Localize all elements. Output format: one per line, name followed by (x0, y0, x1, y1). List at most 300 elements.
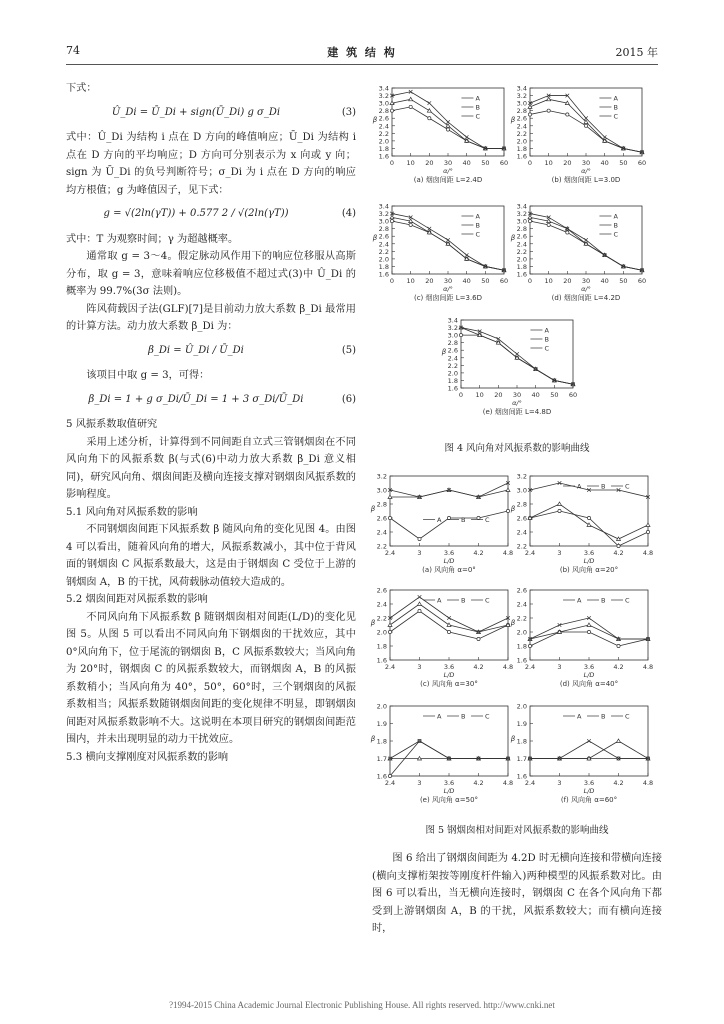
data-point (587, 516, 590, 519)
data-point (388, 774, 391, 777)
x-tick-label: 4.8 (642, 549, 654, 557)
y-axis-label: β (510, 116, 516, 124)
x-tick-label: 3 (557, 779, 562, 787)
x-tick-label: 10 (544, 277, 553, 285)
x-tick-label: 60 (637, 159, 647, 167)
x-tick-label: 30 (581, 277, 591, 285)
y-tick-label: 2.2 (516, 247, 527, 256)
legend-label: C (613, 230, 618, 239)
chart-subtitle: (f) 风向角 α=60° (560, 796, 618, 804)
paragraph: 不同钢烟囱间距下风振系数 β 随风向角的变化见图 4。由图 4 可以看出，随着风向角的增大，风振系数减小，其中位于背风面的钢烟囱 C 风振系数最大，这是由于钢烟囱 C 受位于上游的钢烟囱 A，B 的干扰，风荷载脉动值较大造成的。 (66, 524, 356, 588)
y-tick-label: 1.8 (447, 376, 458, 385)
data-point (390, 220, 393, 223)
y-tick-label: 2.2 (376, 542, 387, 551)
y-tick-label: 2.2 (378, 129, 389, 138)
chart-2 (511, 85, 646, 185)
data-point (418, 537, 421, 540)
chart-subtitle: (b) 烟囱间距 L=3.0D (551, 176, 621, 184)
y-tick-label: 2.6 (378, 232, 389, 241)
x-tick-label: 3.6 (583, 663, 595, 671)
x-tick-label: 60 (568, 391, 578, 399)
x-tick-label: 4.2 (613, 663, 624, 671)
x-tick-label: 60 (637, 277, 647, 285)
legend-label: A (475, 212, 480, 221)
plot-frame (530, 476, 648, 546)
y-tick-label: 3.4 (516, 202, 527, 211)
y-axis-label: β (370, 619, 376, 627)
data-point (528, 105, 532, 109)
x-axis-label: α/° (581, 285, 591, 293)
x-tick-label: 4.8 (502, 663, 514, 671)
x-tick-label: 10 (406, 159, 415, 167)
figure-4-caption: 图 4 风向角对风振系数的影响曲线 (444, 443, 590, 454)
y-tick-label: 1.8 (378, 262, 389, 271)
x-tick-label: 2.4 (524, 549, 536, 557)
y-tick-label: 3.2 (447, 324, 458, 333)
data-point (506, 623, 510, 627)
legend-label: B (461, 596, 466, 605)
y-tick-label: 2.0 (516, 137, 527, 146)
data-point (390, 101, 394, 105)
legend-label: C (475, 230, 480, 239)
chart-4 (511, 203, 646, 303)
data-point (388, 495, 392, 499)
y-tick-label: 1.9 (516, 720, 527, 728)
chart-subtitle: (d) 烟囱间距 L=4.2D (551, 294, 621, 302)
series-line-A (390, 511, 508, 539)
chart-subtitle: (c) 风向角 α=30° (420, 680, 478, 688)
legend-label: C (475, 112, 480, 121)
y-tick-label: 1.6 (376, 656, 387, 665)
y-tick-label: 2.6 (447, 346, 458, 355)
y-tick-label: 1.8 (376, 737, 387, 746)
x-tick-label: 30 (443, 277, 453, 285)
x-tick-label: 4.8 (502, 549, 514, 557)
y-tick-label: 2.4 (516, 122, 527, 131)
data-point (547, 223, 550, 226)
legend-label: A (475, 94, 480, 103)
chart-11 (511, 703, 653, 805)
y-tick-label: 2.0 (516, 255, 527, 264)
data-point (617, 537, 621, 541)
data-point (587, 739, 591, 743)
series-line-B (530, 504, 648, 539)
y-tick-label: 1.7 (516, 755, 527, 763)
journal-title: 建 筑 结 构 (327, 46, 397, 59)
data-point (528, 644, 531, 647)
x-tick-label: 3 (557, 663, 562, 671)
data-point (447, 630, 450, 633)
data-point (565, 101, 569, 105)
x-tick-label: 20 (563, 159, 572, 167)
chart-6 (371, 473, 513, 575)
y-axis-label: β (510, 735, 516, 743)
section-heading: 5.2 烟囱间距对风振系数的影响 (66, 594, 208, 605)
y-tick-label: 2.0 (376, 628, 387, 637)
x-tick-label: 4.8 (502, 779, 514, 787)
section-heading: 5.3 横向支撑刚度对风振系数的影响 (66, 751, 229, 763)
y-tick-label: 2.8 (376, 500, 387, 509)
y-tick-label: 2.8 (447, 339, 458, 348)
x-axis-label: α/° (443, 167, 453, 175)
y-axis-label: β (510, 505, 516, 513)
y-axis-label: β (510, 234, 516, 242)
data-point (409, 223, 412, 226)
y-tick-label: 3.0 (376, 486, 387, 495)
data-point (409, 105, 412, 108)
y-tick-label: 1.8 (516, 262, 527, 271)
data-point (427, 230, 431, 234)
issue-year: 2015 年 (615, 46, 658, 59)
y-axis-label: β (370, 505, 376, 513)
y-tick-label: 1.6 (376, 772, 387, 781)
y-tick-label: 2.8 (378, 225, 389, 234)
data-point (496, 341, 500, 345)
y-tick-label: 1.6 (447, 384, 458, 393)
legend-label: B (461, 515, 466, 524)
y-tick-label: 2.4 (516, 600, 527, 609)
y-tick-label: 2.8 (378, 107, 389, 116)
y-tick-label: 1.8 (378, 144, 389, 153)
chart-subtitle: (b) 风向角 α=20° (559, 566, 619, 574)
data-point (558, 502, 562, 506)
y-tick-label: 2.8 (516, 107, 527, 116)
x-tick-label: 4.2 (473, 779, 484, 787)
x-axis-label: L/D (583, 557, 595, 565)
legend-label: B (613, 103, 618, 112)
copyright-footer: ?1994-2015 China Academic Journal Electronic Publishing House. All rights reserved. http://www.cnki.net (169, 1000, 555, 1010)
x-tick-label: 60 (499, 159, 509, 167)
y-tick-label: 2.6 (516, 232, 527, 241)
data-point (558, 509, 561, 512)
data-point (478, 333, 482, 337)
x-axis-label: α/° (443, 285, 453, 293)
data-point (587, 623, 591, 627)
legend-label: C (625, 596, 630, 605)
y-tick-label: 3.0 (378, 99, 389, 108)
data-point (447, 616, 451, 620)
figure-5-caption: 图 5 钢烟囱相对间距对风振系数的影响曲线 (425, 825, 609, 836)
legend-label: B (544, 335, 549, 344)
data-point (617, 739, 621, 743)
right-paragraph: 图 6 给出了钢烟囱间距为 4.2D 时无横向连接和带横向连接(横向支撑桁架按等刚度杆件输入)两种模型的风振系数对比。由图 6 可以看出，当无横向连接时，钢烟囱 C 在各个风向角下都受到上游钢烟囱 A，B 的干扰，风振系数较大；而有横向连接时， (372, 853, 662, 934)
y-tick-label: 2.6 (516, 586, 527, 595)
x-tick-label: 2.4 (384, 663, 396, 671)
x-tick-label: 4.2 (473, 549, 484, 557)
x-tick-label: 10 (406, 277, 415, 285)
legend-label: B (601, 712, 606, 721)
legend-label: C (485, 515, 490, 524)
data-point (506, 509, 509, 512)
y-tick-label: 2.2 (447, 361, 458, 370)
y-tick-label: 3.4 (447, 316, 458, 325)
x-tick-label: 4.8 (642, 663, 654, 671)
x-tick-label: 30 (581, 159, 591, 167)
x-tick-label: 50 (481, 159, 490, 167)
data-point (409, 219, 413, 223)
legend-label: B (475, 221, 480, 230)
paragraph: 该项目中取 g = 3，可得： (86, 370, 210, 381)
y-tick-label: 2.4 (378, 240, 389, 249)
y-tick-label: 1.7 (376, 755, 387, 763)
y-tick-label: 1.8 (516, 144, 527, 153)
y-tick-label: 2.0 (376, 702, 387, 711)
x-tick-label: 4.2 (613, 549, 624, 557)
chart-subtitle: (a) 烟囱间距 L=2.4D (413, 176, 483, 184)
x-tick-label: 0 (389, 159, 395, 167)
data-point (547, 219, 551, 223)
data-point (566, 113, 569, 116)
legend-label: A (577, 482, 582, 491)
y-tick-label: 3.0 (516, 99, 527, 108)
y-tick-label: 1.6 (378, 270, 389, 279)
data-point (388, 630, 391, 633)
data-point (418, 602, 422, 606)
y-tick-label: 3.2 (516, 92, 527, 101)
data-point (587, 757, 591, 761)
plot-frame (390, 476, 508, 546)
y-tick-label: 3.2 (378, 210, 389, 219)
y-tick-label: 3.0 (378, 217, 389, 226)
legend-label: A (613, 94, 618, 103)
x-tick-label: 60 (499, 277, 509, 285)
data-point (506, 488, 510, 492)
x-tick-label: 3.6 (443, 549, 455, 557)
legend-label: C (625, 712, 630, 721)
data-point (528, 220, 531, 223)
y-tick-label: 2.0 (516, 628, 527, 637)
y-tick-label: 2.6 (378, 114, 389, 123)
x-tick-label: 3 (417, 663, 422, 671)
x-tick-label: 10 (475, 391, 484, 399)
y-tick-label: 2.6 (516, 514, 527, 523)
y-tick-label: 2.8 (516, 500, 527, 509)
equation-3: Û_Di = Ū_Di + sign(Ū_Di) g σ_Di (3) (111, 106, 356, 118)
paragraph: 下式： (66, 83, 97, 94)
legend-label: A (437, 596, 442, 605)
y-tick-label: 1.8 (376, 642, 387, 651)
x-tick-label: 2.4 (384, 549, 396, 557)
y-tick-label: 2.8 (516, 225, 527, 234)
data-point (418, 609, 421, 612)
data-point (427, 109, 431, 113)
x-tick-label: 0 (389, 277, 395, 285)
x-tick-label: 40 (531, 391, 540, 399)
y-tick-label: 2.2 (516, 614, 527, 623)
y-tick-label: 3.4 (378, 84, 389, 93)
x-tick-label: 50 (619, 159, 628, 167)
y-tick-label: 2.4 (447, 354, 458, 363)
chart-subtitle: (a) 风向角 α=0° (422, 566, 476, 574)
legend-label: B (475, 103, 480, 112)
x-tick-label: 3.6 (443, 779, 455, 787)
legend-label: C (485, 596, 490, 605)
chart-1 (373, 85, 508, 185)
y-tick-label: 3.0 (447, 331, 458, 340)
data-point (547, 97, 551, 101)
y-tick-label: 2.2 (516, 542, 527, 551)
y-tick-label: 2.6 (376, 586, 387, 595)
y-tick-label: 3.2 (378, 92, 389, 101)
x-tick-label: 3.6 (583, 549, 595, 557)
data-point (390, 215, 394, 219)
data-point (446, 242, 450, 246)
legend-label: C (544, 344, 549, 353)
plot-frame (390, 706, 508, 776)
paragraph: 不同风向角下风振系数 β 随钢烟囱相对间距(L/D)的变化见图 5。从图 5 可以看出不同风向角下钢烟囱的干扰效应，其中 0°风向角下，位于尾流的钢烟囱 B，C 风振系数较大；当风向角为 20°时，钢烟囱 C 的风振系数较大，而钢烟囱 A，B 的风振系数稍小；当风向角为 40°，50°，60°时，三个钢烟囱的风振系数相当；风振系数随钢烟囱间距的变化规律不明显，即钢烟囱间距对风振系数影响不大。这说明在本项目研究的钢烟囱间距范围内，并未出现明显的动力干扰效应。 (66, 611, 356, 745)
x-tick-label: 0 (527, 159, 533, 167)
legend-label: A (544, 326, 549, 335)
chart-subtitle: (e) 烟囱间距 L=4.8D (482, 408, 552, 416)
equation-6: β_Di = 1 + g σ_Di/Ū_Di = 1 + 3 σ_Di/Ū_Di (6) (88, 393, 356, 405)
data-point (646, 530, 649, 533)
x-axis-label: L/D (583, 787, 595, 795)
y-axis-label: β (370, 735, 376, 743)
x-axis-label: L/D (443, 557, 455, 565)
paragraph: 式中：Û_Di 为结构 i 点在 D 方向的峰值响应；Ū_Di 为结构 i 点在 D 方向的平均响应；D 方向可分别表示为 x 向或 y 向；sign 为 Ū_Di 的负号判断符号；σ_Di 为 i 点在 D 方向的响应均方根值；g 为峰值因子，见下式： (66, 132, 356, 196)
data-point (418, 757, 422, 761)
x-tick-label: 2.4 (384, 779, 396, 787)
x-tick-label: 3.6 (583, 779, 595, 787)
x-tick-label: 2.4 (524, 779, 536, 787)
x-tick-label: 20 (425, 159, 434, 167)
legend-label: C (613, 112, 618, 121)
x-tick-label: 10 (544, 159, 553, 167)
data-point (418, 595, 422, 599)
y-tick-label: 3.0 (516, 217, 527, 226)
y-tick-label: 1.8 (516, 737, 527, 746)
chart-3 (373, 203, 508, 303)
y-tick-label: 1.6 (516, 270, 527, 279)
paragraph: 式中：T 为观察时间；γ 为超越概率。 (66, 233, 239, 245)
paragraph: 采用上述分析，计算得到不同间距自立式三管钢烟囱在不同风向角下的风振系数 β(与式(6)中动力放大系数 β_Di 意义相同)，研究风向角、烟囱间距及横向连接支撑对钢烟囱风振系数的影响程度。 (66, 436, 356, 500)
data-point (566, 231, 569, 234)
chart-5 (442, 317, 577, 417)
y-axis-label: β (441, 348, 447, 356)
chart-9 (511, 587, 653, 689)
data-point (617, 544, 620, 547)
chart-7 (511, 473, 653, 575)
y-tick-label: 2.2 (376, 614, 387, 623)
series-line-C (530, 618, 648, 639)
y-tick-label: 2.6 (376, 514, 387, 523)
y-tick-label: 1.6 (516, 152, 527, 161)
data-point (587, 630, 590, 633)
data-point (477, 637, 480, 640)
data-point (528, 113, 531, 116)
y-tick-label: 3.2 (516, 210, 527, 219)
x-axis-label: α/° (581, 167, 591, 175)
data-point (409, 97, 413, 101)
x-tick-label: 3 (557, 549, 562, 557)
x-tick-label: 40 (600, 277, 609, 285)
y-tick-label: 3.2 (516, 472, 527, 481)
y-tick-label: 2.0 (378, 255, 389, 264)
data-point (584, 124, 587, 127)
x-tick-label: 40 (462, 277, 471, 285)
data-point (388, 516, 391, 519)
paragraph: 阵风荷载因子法(GLF)[7]是目前动力放大系数 β_Di 最常用的计算方法。动力放大系数 β_Di 为： (66, 303, 356, 332)
chart-subtitle: (c) 烟囱间距 L=3.6D (413, 294, 483, 302)
equation-5: β_Di = Û_Di / Ū_Di (5) (148, 344, 356, 356)
x-tick-label: 20 (494, 391, 503, 399)
legend-label: A (613, 212, 618, 221)
chart-10 (371, 703, 513, 805)
x-axis-label: L/D (583, 671, 595, 679)
y-tick-label: 2.4 (376, 600, 387, 609)
y-tick-label: 1.6 (378, 152, 389, 161)
legend-label: C (625, 482, 630, 491)
data-point (446, 128, 449, 131)
y-tick-label: 2.4 (516, 528, 527, 537)
x-tick-label: 4.2 (613, 779, 624, 787)
chart-8 (371, 587, 513, 689)
x-tick-label: 20 (425, 277, 434, 285)
page-number: 74 (66, 44, 80, 57)
x-axis-label: L/D (443, 787, 455, 795)
data-point (528, 215, 532, 219)
legend-label: B (601, 482, 606, 491)
y-tick-label: 3.4 (516, 84, 527, 93)
x-tick-label: 4.2 (473, 663, 484, 671)
data-point (459, 334, 462, 337)
data-point (428, 117, 431, 120)
paragraph: 通常取 g = 3～4。假定脉动风作用下的响应位移服从高斯分布，取 g = 3，意味着响应位移极值不超过式(3)中 Û_Di 的概率为 99.7%(3σ 法则)。 (66, 251, 356, 297)
y-tick-label: 2.0 (516, 702, 527, 711)
chart-subtitle: (d) 风向角 α=40° (559, 680, 619, 688)
x-tick-label: 30 (512, 391, 522, 399)
legend-label: A (577, 712, 582, 721)
series-line-A (530, 111, 642, 153)
y-tick-label: 2.4 (378, 122, 389, 131)
legend-label: A (577, 596, 582, 605)
x-tick-label: 4.8 (642, 779, 654, 787)
y-tick-label: 3.2 (376, 472, 387, 481)
y-tick-label: 2.2 (516, 129, 527, 138)
y-tick-label: 3.4 (378, 202, 389, 211)
x-axis-label: α/° (512, 399, 522, 407)
chart-subtitle: (e) 风向角 α=50° (419, 796, 479, 804)
y-tick-label: 2.4 (516, 240, 527, 249)
section-heading: 5 风振系数取值研究 (66, 419, 158, 430)
legend-label: A (437, 515, 442, 524)
legend-label: C (485, 712, 490, 721)
section-heading: 5.1 风向角对风振系数的影响 (66, 506, 198, 518)
y-tick-label: 2.4 (376, 528, 387, 537)
legend-label: B (601, 596, 606, 605)
y-tick-label: 3.0 (516, 486, 527, 495)
data-point (428, 101, 432, 105)
y-axis-label: β (372, 234, 378, 242)
equation-4: g = √(2ln(γT)) + 0.577 2 / √(2ln(γT)) (4) (103, 208, 356, 219)
x-tick-label: 30 (443, 159, 453, 167)
y-tick-label: 2.6 (516, 114, 527, 123)
x-tick-label: 40 (462, 159, 471, 167)
x-tick-label: 0 (527, 277, 533, 285)
y-tick-label: 1.6 (516, 656, 527, 665)
x-tick-label: 40 (600, 159, 609, 167)
x-tick-label: 3 (417, 549, 422, 557)
x-tick-label: 50 (619, 277, 628, 285)
x-tick-label: 50 (550, 391, 559, 399)
y-axis-label: β (510, 619, 516, 627)
legend-label: B (613, 221, 618, 230)
data-point (646, 523, 650, 527)
y-tick-label: 1.6 (516, 772, 527, 781)
x-tick-label: 20 (563, 277, 572, 285)
x-tick-label: 2.4 (524, 663, 536, 671)
y-axis-label: β (372, 116, 378, 124)
